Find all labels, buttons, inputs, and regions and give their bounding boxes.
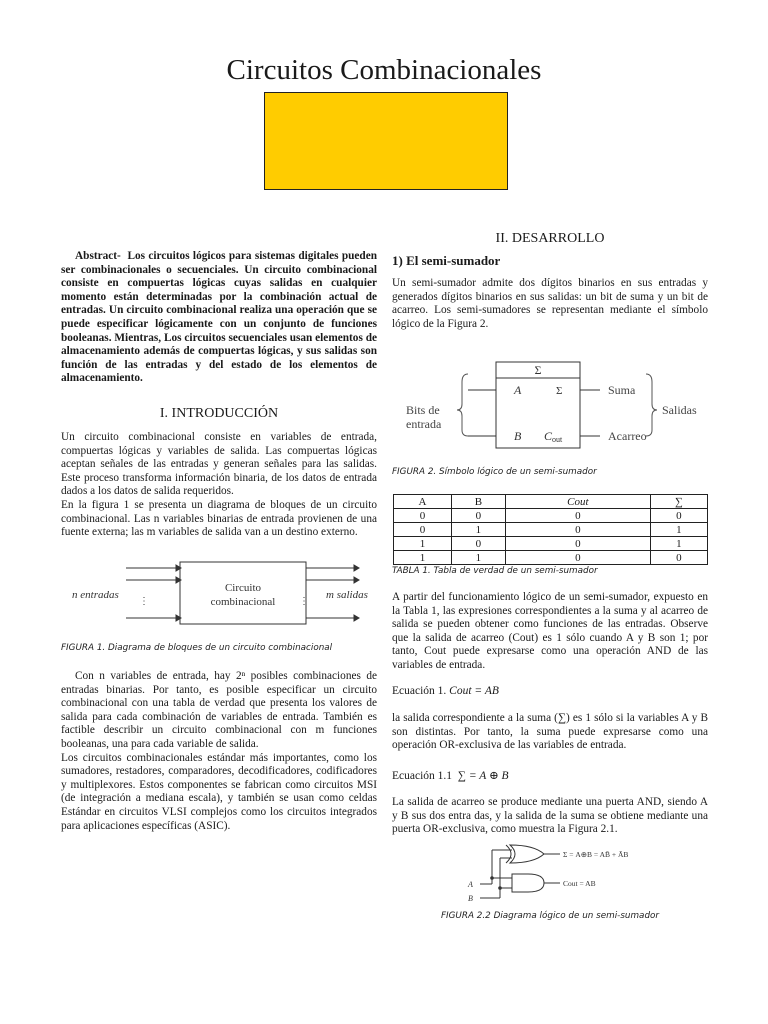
input-a-label: A [514, 383, 522, 397]
intro-paragraph-4: Los circuitos combinacionales estándar más importantes, como los sumadores, restadores, comparadores, decodificadores, codificadores y multiplexores. Estos componentes se fabrican como circuitos MSI (de integración a mediana escala), y también se usan como celdas Estándar en circuitos VLSI complejos como los circuitos integrados para aplicaciones específicas (ASIC). [61, 751, 377, 832]
desarrollo-paragraph-2: A partir del funcionamiento lógico de un semi-sumador, expuesto en la Tabla 1, las expresiones correspondientes a la suma y al acarreo de salida se pueden obtener como funciones de las entradas. Observe que la salida de acarreo (Cout) es 1 sólo cuando A y B son 1; por tanto, Cout puede expresarse como una operación AND de las variables de entrada. [392, 591, 708, 671]
figure-2-2-logic-diagram [460, 840, 640, 906]
desarrollo-paragraph-1: Un semi-sumador admite dos dígitos binarios en sus entradas y generados dígitos binarios en sus salidas: un bit de suma y un bit de acarreo. Los semi-sumadores se representan mediante el símbolo lógico de la Figura 2. [392, 277, 708, 330]
svg-text:⋮: ⋮ [299, 596, 309, 607]
abstract [61, 250, 377, 386]
figure-1-caption: FIGURA 1. Diagrama de bloques de un circuito combinacional [61, 643, 333, 653]
cell: 0 [394, 523, 452, 537]
paper-title: Circuitos Combinacionales [226, 54, 542, 86]
table-row [394, 523, 708, 537]
table-row [394, 537, 708, 551]
figure-2-half-adder-symbol [398, 356, 710, 456]
intro-paragraph-1: Un circuito combinacional consiste en variables de entrada, compuertas lógicas y variables de salida. Las compuertas lógicas aceptan señales de las entradas y generan señales para las salidas. Este proceso transforma información binaria, de los datos de entrada dados a los datos de salida requeridos. [61, 431, 377, 498]
cell: 0 [505, 537, 650, 551]
cell: 1 [394, 537, 452, 551]
title-image-placeholder [264, 92, 508, 190]
cell: 1 [451, 523, 505, 537]
cell: 1 [650, 537, 707, 551]
table-header-row [394, 495, 708, 509]
equation-2-label: Ecuación 1.1 [392, 770, 453, 782]
xor-back-curve [506, 845, 511, 863]
intro-paragraph-2: En la figura 1 se presenta un diagrama de bloques de un circuito combinacional. Las n variables binarias de entrada provienen de una fuente externa; las m variables de salida van a un destino externo. [61, 498, 377, 539]
figure-1-block-diagram [66, 558, 378, 628]
cell: 1 [394, 551, 452, 565]
table-1-caption: TABLA 1. Tabla de verdad de un semi-sumador [392, 566, 598, 576]
intro-text [61, 431, 377, 540]
input-brace [457, 374, 468, 436]
cell: 0 [451, 509, 505, 523]
suma-label: Suma [608, 383, 636, 397]
abstract-text: Los circuitos lógicos para sistemas digitales pueden ser combinacionales o secuenciales. Un circuito combinacional consiste en compuertas lógicas cuyas salidas en cualquier momento están determinadas por la combinación actual de entradas. Un circuito combinacional realiza una operación que se puede especificar lógicamente con un conjunto de funciones booleanas. Mientras, Los circuitos secuenciales usan elementos de almacenamiento además de compuertas lógicas, y sus salidas son función de las entradas y del estado de los elementos de almacenamiento. [61, 250, 377, 385]
cell: 0 [650, 551, 707, 565]
cell: 0 [394, 509, 452, 523]
xor-gate [510, 845, 544, 863]
intro-text-2 [61, 670, 377, 833]
salidas-label: Salidas [662, 403, 697, 417]
cell: 0 [505, 523, 650, 537]
semi-sumador-heading: 1) El semi-sumador [392, 253, 501, 268]
figure-2-caption: FIGURA 2. Símbolo lógico de un semi-sumador [392, 467, 597, 477]
and-gate [512, 874, 544, 892]
desarrollo-heading: II. DESARROLLO [495, 231, 605, 246]
output-cout-label: Cout [544, 429, 563, 444]
truth-table [393, 494, 708, 565]
box-label-2: combinacional [210, 596, 276, 608]
bits-label-2: entrada [406, 417, 442, 431]
svg-text:⋮: ⋮ [139, 596, 149, 607]
intro-paragraph-3: Con n variables de entrada, hay 2ⁿ posibles combinaciones de entradas binarias. Por tanto, es posible especificar un circuito combinacional con una tabla de verdad que presenta los valores de salida para cada combinación de variables de entrada. También es factible describir un circuito combinacional con m funciones booleanas, una para cada variable de salida. [61, 670, 377, 750]
cell: 1 [451, 551, 505, 565]
abstract-label: Abstract- [75, 250, 121, 262]
desarrollo-paragraph-4: La salida de acarreo se produce mediante una puerta AND, siendo A y B sus dos entra das, y la salida de la suma se obtiene mediante una puerta OR-exclusiva, como muestra la Figura 2.1. [392, 796, 708, 836]
output-sigma-label: Σ [556, 385, 563, 397]
header-a: A [394, 495, 452, 509]
cell: 0 [650, 509, 707, 523]
cout-expression: Cout = AB [563, 879, 596, 888]
header-b: B [451, 495, 505, 509]
intro-heading: I. INTRODUCCIÓN [159, 406, 279, 421]
equation-2 [392, 768, 708, 782]
header-cout: Cout [505, 495, 650, 509]
box-label-1: Circuito [224, 582, 262, 594]
figure-2-2-caption: FIGURA 2.2 Diagrama lógico de un semi-sumador [440, 911, 660, 921]
cell: 0 [505, 551, 650, 565]
m-outputs-label: m salidas [326, 589, 368, 601]
input-b-label: B [514, 429, 522, 443]
cell: 1 [650, 523, 707, 537]
output-brace [646, 374, 657, 436]
input-b-label: B [468, 894, 473, 903]
desarrollo-paragraph-3: la salida correspondiente a la suma (∑) es 1 sólo si la variables A y B son distintas. Por tanto, la suma puede expresarse como una operación OR-exclusiva de las variables de entrada. [392, 712, 708, 752]
table-row [394, 509, 708, 523]
equation-1-label: Ecuación 1. [392, 685, 447, 697]
n-inputs-label: n entradas [72, 589, 119, 601]
header-sum: ∑ [650, 495, 707, 509]
sum-expression: Σ = A⊕B = AB̄ + ĀB [563, 850, 629, 859]
equation-1 [392, 685, 708, 697]
sigma-top: Σ [534, 363, 542, 377]
equation-2-expr: ∑ = A ⊕ B [457, 770, 509, 782]
input-arrows [126, 565, 181, 621]
acarreo-label: Acarreo [608, 429, 647, 443]
input-a-label: A [468, 880, 473, 889]
table-row [394, 551, 708, 565]
cell: 0 [505, 509, 650, 523]
cell: 0 [451, 537, 505, 551]
equation-1-expr: Cout = AB [449, 685, 499, 697]
bits-label-1: Bits de [406, 403, 440, 417]
